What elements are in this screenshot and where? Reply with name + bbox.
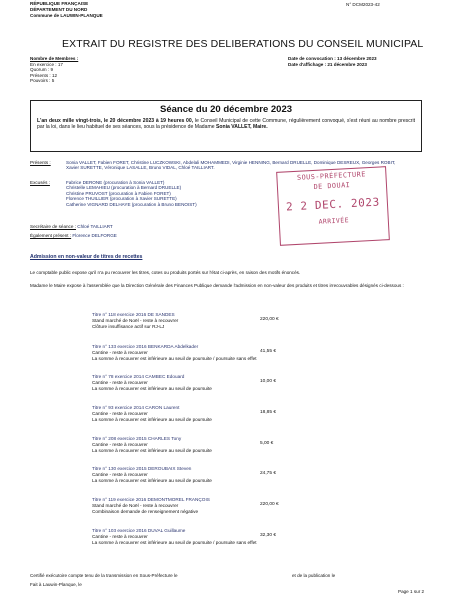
excuse-item: Christelle LEMAHIEU (procuration à Bernard DRUELLE) — [66, 185, 182, 191]
titre-amount: 18,85 € — [260, 410, 277, 416]
prefecture-received-stamp: SOUS-PRÉFECTURE DE DOUAI 2 2 DEC. 2023 ARRIVÉE — [276, 166, 390, 246]
titre-reason: La somme à recouvrer est inférieure au seuil de poursuite / poursuite sans effet — [92, 539, 257, 545]
section-heading: Admission en non-valeur de titres de recettes — [30, 254, 143, 260]
page-number: Page 1 sur 2 — [398, 589, 425, 594]
excuse-item: Christine PRUVOST (procuration à Fabien FORET) — [66, 190, 171, 196]
titre-reason: La somme à recouvrer est inférieure au seuil de poursuite — [92, 416, 212, 422]
list-item — [92, 528, 392, 545]
titre-reason: La somme à recouvrer est inférieure au seuil de poursuite — [92, 477, 212, 483]
members-row: Pouvoirs : 5 — [30, 78, 55, 84]
titre-amount: 41,55 € — [260, 349, 277, 355]
titre-amount: 24,75 € — [260, 471, 277, 477]
titre-description: Cantine - reste à recouvrer — [92, 379, 148, 385]
page-title: EXTRAIT DU REGISTRE DES DELIBERATIONS DU CONSEIL MUNICIPAL — [62, 38, 424, 50]
titre-description: Stand marché de Noël - reste à recouvrer — [92, 317, 179, 323]
presents-list: Sonia VALLET, Fabien FORET, Christine LUCZKOWSKI, Abdelali MOHAMMEDI, Virginie HENNING, Bernard DRUELLE, Dominique DESREUX, Georges ROBIT, Xavier SURETTE, Véronique LASALLE, Bruno VIDAL, Chloé TAILLIART. — [66, 160, 396, 171]
titre-description: Stand marché de Noël - reste à recouvrer — [92, 502, 179, 508]
members-row: En exercice : 17 — [30, 62, 63, 67]
session-text: L'an deux mille vingt-trois, le 20 décembre 2023 à 19 heures 00, le Conseil Municipal de cette Commune, régulièrement convoqué, s'est réuni au nombre prescrit par la loi, dans le lieu habituel de ses séances, sous la présidence de Madame Sonia VALLET, Maire. — [37, 118, 415, 131]
titre-description: Cantine - reste à recouvrer — [92, 533, 148, 539]
presents-label: Présents : — [30, 160, 51, 165]
excuse-item: Catherine VIGNARD DELHAYE (procuration à Bruno BENOIST) — [66, 201, 197, 207]
members-list — [30, 62, 100, 84]
titre-header: Titre n° 208 exercice 2015 CHARLES Tony — [92, 436, 182, 441]
section-request: Madame le Maire expose à l'assemblée que la Direction Générale des Finances Publique demande l'admission en non-valeur des produits et titres irrecouvrables désignés ci-dessous : — [30, 283, 404, 288]
members-row: Quorum : 9 — [30, 67, 53, 73]
list-item — [92, 436, 392, 453]
posting-date: Date d'affichage : 21 décembre 2023 — [288, 62, 367, 67]
titre-description: Cantine - reste à recouvrer — [92, 471, 148, 477]
header-department: DÉPARTEMENT DU NORD — [30, 7, 88, 12]
list-item — [92, 497, 392, 514]
titre-header: Titre n° 103 exercice 2016 DUVAL Guillaume — [92, 528, 186, 533]
titre-amount: 220,00 € — [260, 317, 279, 323]
header-commune: Commune de LAUWIN-PLANQUE — [30, 13, 103, 18]
titre-amount: 32,30 € — [260, 533, 277, 539]
titre-amount: 5,00 € — [260, 441, 274, 447]
footer-certification: Certifié exécutoire compte tenu de la transmission en Sous-Préfecture le — [30, 573, 178, 578]
titre-amount: 10,00 € — [260, 379, 277, 385]
footer-place: Fait à Lauwin-Planque, le — [30, 582, 82, 587]
list-item — [92, 344, 392, 361]
list-item — [92, 312, 392, 329]
excuse-item: Fabrice DERONE (procuration à Sonia VALLET) — [66, 180, 165, 185]
members-heading: Nombre de Membres : — [30, 56, 79, 61]
titre-header: Titre n° 130 exercice 2015 DEROUBAIX Steven — [92, 466, 192, 471]
list-item — [92, 374, 392, 391]
titre-amount: 220,00 € — [260, 502, 279, 508]
convocation-date: Date de convocation : 13 décembre 2023 — [288, 56, 377, 61]
titre-description: Cantine - reste à recouvrer — [92, 410, 148, 416]
titre-header: Titre n° 133 exercice 2016 BENKARDA Abdelkader — [92, 344, 199, 349]
titre-reason: La somme à recouvrer est inférieure au seuil de poursuite — [92, 385, 212, 391]
footer-publication: et de la publication le — [292, 573, 336, 578]
excuses-label: Excusés : — [30, 180, 50, 185]
excuses-list — [66, 180, 266, 207]
titre-reason: Combinaison demande de renseignement négative — [92, 508, 199, 514]
secretary-line: Secrétaire de séance : Chloé TAILLIART — [30, 224, 113, 229]
titre-header: Titre n° 119 exercice 2016 DEMONTMOREL FRANÇOIS — [92, 497, 210, 502]
session-title: Séance du 20 décembre 2023 — [159, 104, 293, 115]
list-item — [92, 466, 392, 483]
titre-header: Titre n° 118 exercice 2016 DE SANDES — [92, 312, 175, 317]
titre-reason: Clôture insuffisance actif sur RJ-LJ — [92, 323, 165, 329]
also-present-line: Également présent : Florence DELFORGE — [30, 233, 117, 238]
deliberation-number: N° DCM2023-42 — [346, 2, 380, 7]
titre-header: Titre n° 93 exercice 2014 CARON Laurent — [92, 405, 180, 410]
titre-description: Cantine - reste à recouvrer — [92, 349, 148, 355]
list-item — [92, 405, 392, 422]
header-republic: RÉPUBLIQUE FRANÇAISE — [30, 1, 89, 6]
session-box — [30, 100, 422, 152]
excuse-item: Florence THUILLIER (procuration à Xavier SURETTE) — [66, 196, 177, 202]
titre-header: Titre n° 78 exercice 2014 CAMBEC Edouard — [92, 374, 185, 379]
section-intro: Le comptable public expose qu'il n'a pu recouvrer les titres, cotes ou produits portés sur l'état ci-après, en raison des motifs énoncés. — [30, 270, 301, 275]
titre-reason: La somme à recouvrer est inférieure au seuil de poursuite / poursuite sans effet — [92, 355, 257, 361]
titre-description: Cantine - reste à recouvrer — [92, 441, 148, 447]
members-row: Présents : 12 — [30, 72, 58, 78]
titre-reason: La somme à recouvrer est inférieure au seuil de poursuite — [92, 447, 212, 453]
